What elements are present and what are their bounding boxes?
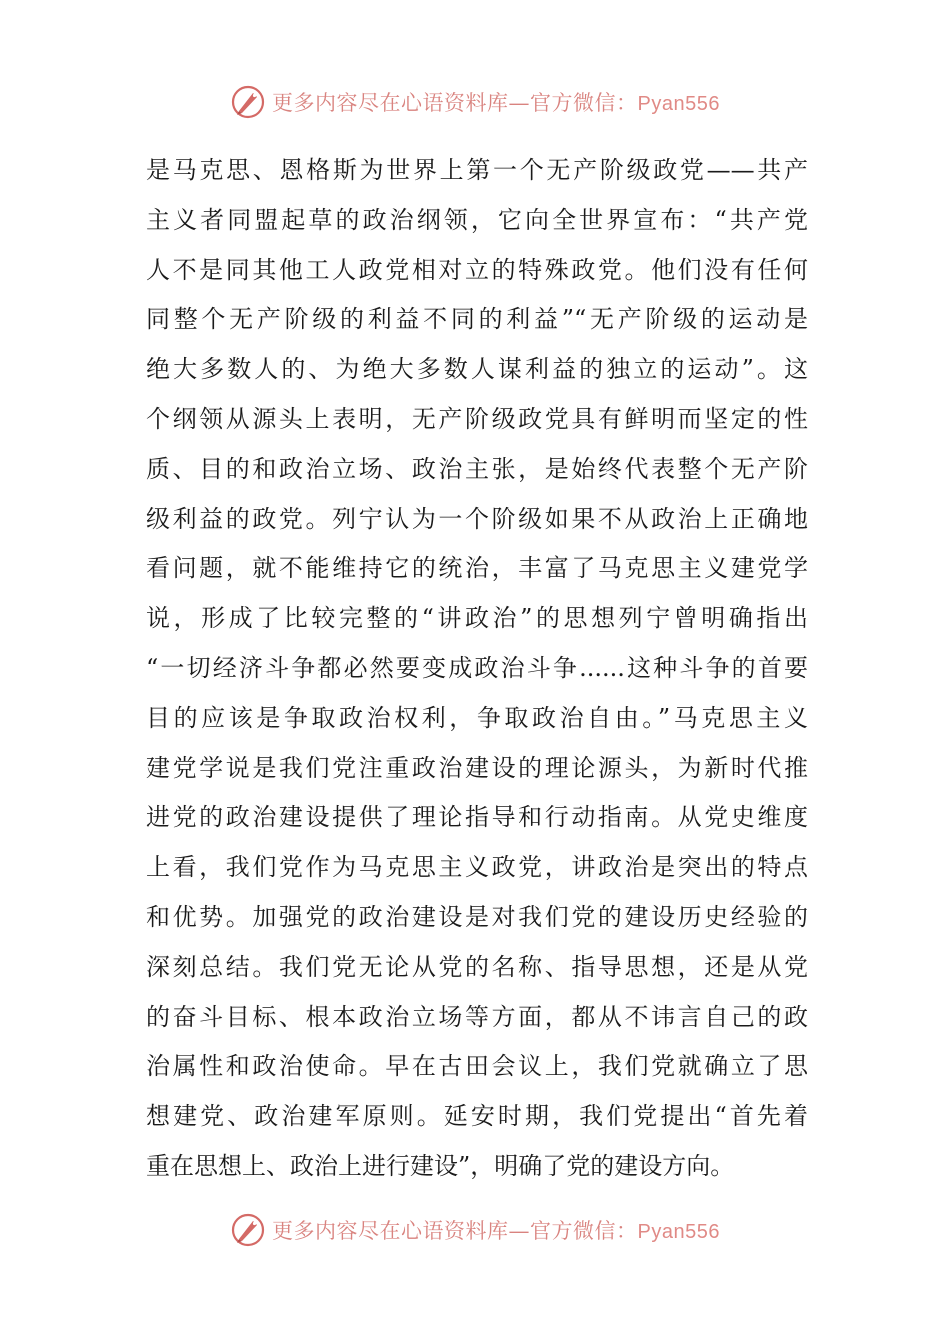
body-line: “一切经济斗争都必然要变成政治斗争......这种斗争的首要 [146,653,808,682]
body-line: 同整个无产阶级的利益不同的利益”“无产阶级的运动是 [146,305,808,334]
body-line: 绝大多数人的、为绝大多数人谋利益的独立的运动”。这 [146,355,808,384]
pen-nib-logo-icon [230,84,266,120]
document-body [146,146,808,1192]
header-banner-text [272,87,720,117]
body-line: 人不是同其他工人政党相对立的特殊政党。他们没有任何 [146,255,808,284]
body-line: 重在思想上、政治上进行建设”，明确了党的建设方向。 [146,1151,735,1180]
header-wechat-id: Pyan556 [637,93,720,115]
body-line: 看问题，就不能维持它的统治，丰富了马克思主义建党学 [146,554,808,583]
footer-wechat-id: Pyan556 [637,1221,720,1243]
body-line: 个纲领从源头上表明，无产阶级政党具有鲜明而坚定的性 [146,404,808,433]
pen-nib-logo-icon [230,1212,266,1248]
body-line: 建党学说是我们党注重政治建设的理论源头，为新时代推 [146,753,808,782]
footer-banner-label: 更多内容尽在心语资料库—官方微信： [272,1219,638,1243]
body-line: 质、目的和政治立场、政治主张，是始终代表整个无产阶 [146,454,808,483]
body-line: 和优势。加强党的政治建设是对我们党的建设历史经验的 [146,902,808,931]
body-line: 主义者同盟起草的政治纲领，它向全世界宣布：“共产党 [146,205,808,234]
footer-banner-text [272,1215,720,1245]
body-line: 深刻总结。我们党无论从党的名称、指导思想，还是从党 [146,952,808,981]
header-banner-label: 更多内容尽在心语资料库—官方微信： [272,91,638,115]
footer-banner [0,1208,950,1252]
body-line: 级利益的政党。列宁认为一个阶级如果不从政治上正确地 [146,504,808,533]
body-line: 说，形成了比较完整的“讲政治”的思想列宁曾明确指出 [146,604,808,633]
body-line: 的奋斗目标、根本政治立场等方面，都从不讳言自己的政 [146,1002,808,1031]
body-line: 目的应该是争取政治权利，争取政治自由。”马克思主义 [146,703,808,732]
body-line: 想建党、政治建军原则。延安时期，我们党提出“首先着 [146,1102,808,1131]
body-line: 上看，我们党作为马克思主义政党，讲政治是突出的特点 [146,853,808,882]
body-line: 进党的政治建设提供了理论指导和行动指南。从党史维度 [146,803,808,832]
body-line: 是马克思、恩格斯为世界上第一个无产阶级政党——共产 [146,156,808,184]
body-line: 治属性和政治使命。早在古田会议上，我们党就确立了思 [146,1052,808,1081]
header-banner [0,80,950,124]
